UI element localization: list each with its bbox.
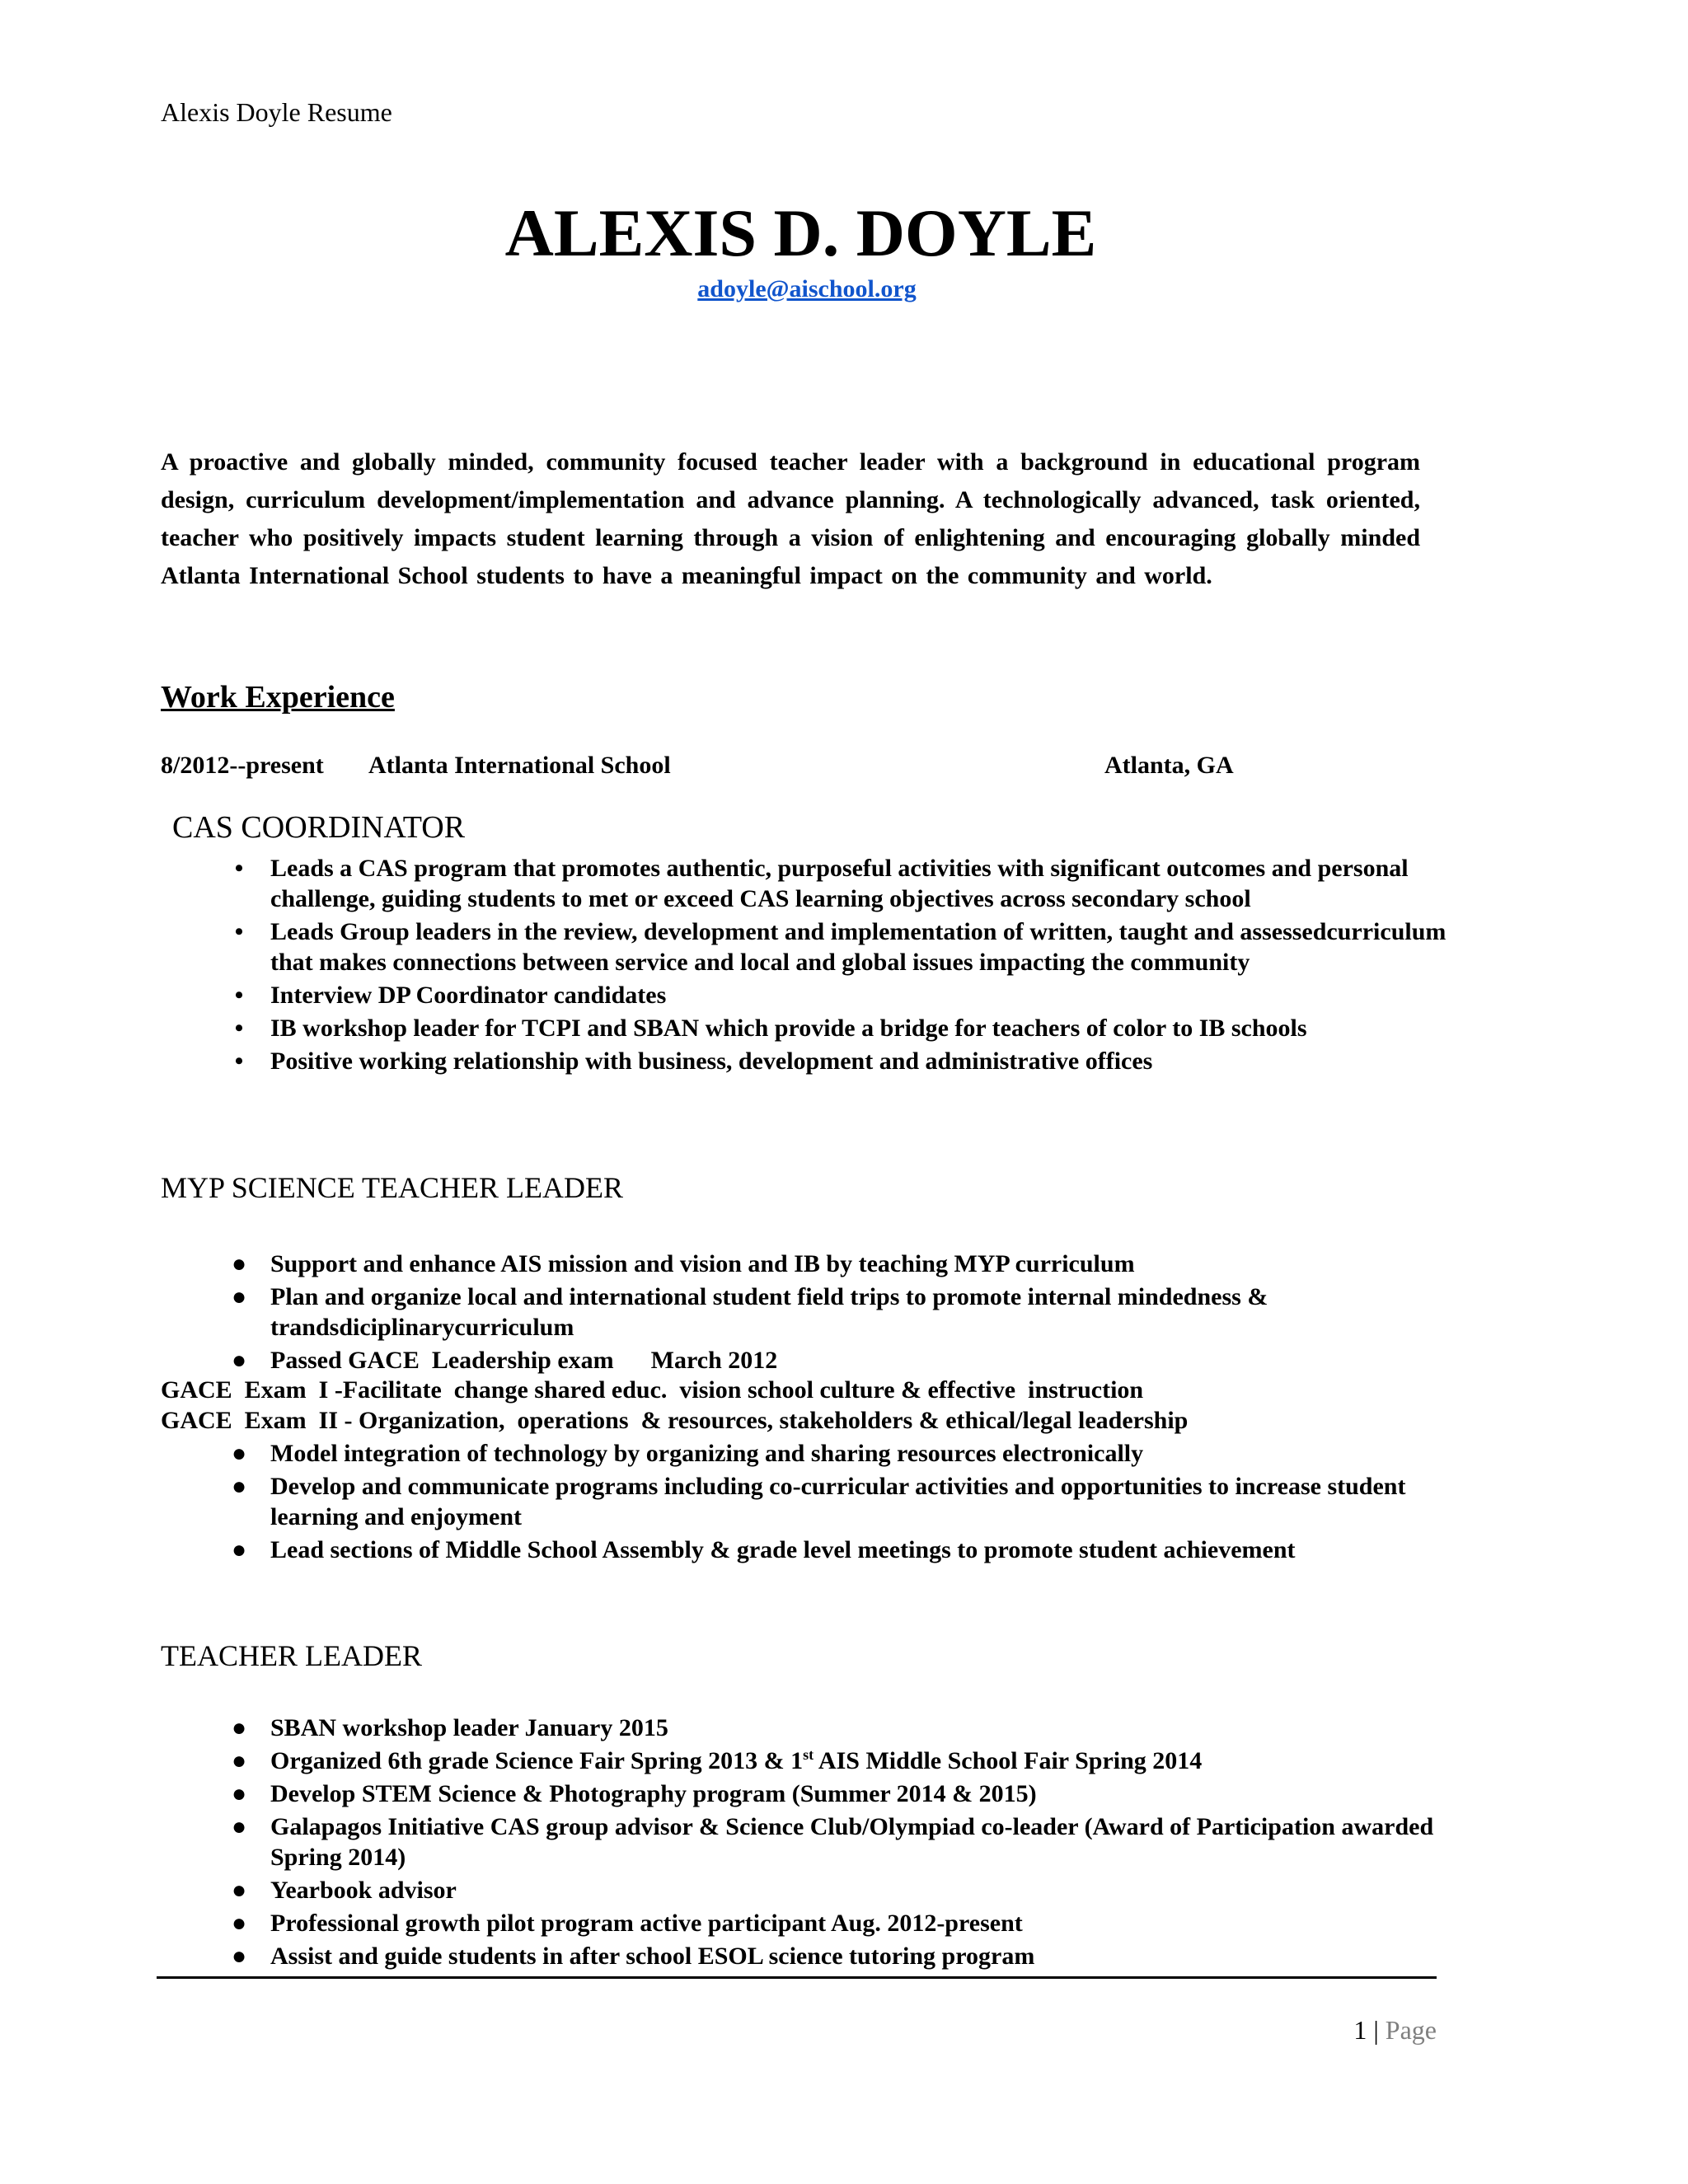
bullet-icon: • [234,855,244,882]
bullet-icon: ● [231,1877,247,1904]
bullet-icon: ● [231,1747,247,1774]
cas-duties-list [161,853,1447,1076]
bullet-icon: ● [231,1440,247,1467]
email-link[interactable]: adoyle@aischool.org [697,275,917,302]
list-item: ● Organized 6th grade Science Fair Spring 2013 & 1st AIS Middle School Fair Spring 2014 [161,1746,1447,1776]
bullet-icon: • [234,1015,244,1042]
gace-exam-2: GACE Exam II - Organization, operations & resources, stakeholders & ethical/legal leadership [161,1407,1189,1434]
footer-rule [157,1976,1437,1979]
bullet-icon: • [234,982,244,1009]
bullet-icon: • [234,1047,244,1075]
bullet-icon: ● [231,1283,247,1310]
teacher-duties-list [161,1713,1447,1971]
bullet-icon: ● [231,1943,247,1970]
myp-duties-list-b [161,1438,1447,1565]
teacher-leader-title: TEACHER LEADER [161,1639,422,1672]
list-item: ● Develop and communicate programs including co-curricular activities and opportunities to increase student learning and enjoyment [161,1471,1447,1532]
list-item: • Positive working relationship with business, development and administrative offices [161,1046,1447,1076]
list-item: • Interview DP Coordinator candidates [161,980,1447,1010]
work-experience-heading: Work Experience [161,680,395,715]
gace-exam-1: GACE Exam I -Facilitate change shared educ. vision school culture & effective instruction [161,1376,1144,1404]
list-item: ● Yearbook advisor [161,1875,1447,1905]
page-number: 1 [1353,2015,1367,2045]
page-footer [1353,2015,1437,2046]
bullet-icon: ● [231,1347,247,1374]
bullet-icon: • [234,918,244,945]
bullet-icon: ● [231,1536,247,1563]
myp-title: MYP SCIENCE TEACHER LEADER [161,1171,624,1204]
list-item: ● Model integration of technology by organizing and sharing resources electronically [161,1438,1447,1469]
list-item: ● Lead sections of Middle School Assembly & grade level meetings to promote student achievement [161,1535,1447,1565]
resume-name: ALEXIS D. DOYLE [504,195,1097,270]
ordinal-superscript: st [803,1746,814,1763]
list-item: • IB workshop leader for TCPI and SBAN which provide a bridge for teachers of color to IB schools [161,1013,1447,1043]
job-location: Atlanta, GA [1104,752,1234,779]
bullet-icon: ● [231,1780,247,1807]
bullet-icon: ● [231,1250,247,1277]
list-item: ● SBAN workshop leader January 2015 [161,1713,1447,1743]
bullet-icon: ● [231,1910,247,1937]
bullet-icon: ● [231,1714,247,1741]
summary-paragraph: A proactive and globally minded, community focused teacher leader with a background in educational program design, curriculum development/implementation and advance planning. A technologically advanced, task oriented, teacher who positively impacts student learning through a vision of enlightening and encouraging globally minded Atlanta International School students to have a meaningful impact on the community and world. [161,448,1420,589]
bullet-icon: ● [231,1473,247,1500]
job-employer: Atlanta International School [368,752,671,779]
bullet-icon: ● [231,1813,247,1840]
list-item: ● Plan and organize local and international student field trips to promote internal mindedness & trandsdiciplinarycurriculum [161,1282,1447,1343]
list-item: ● Professional growth pilot program active participant Aug. 2012-present [161,1908,1447,1938]
list-item: ● Support and enhance AIS mission and vision and IB by teaching MYP curriculum [161,1249,1447,1279]
myp-duties-list-a [161,1249,1447,1376]
job-dates: 8/2012--present [161,752,324,779]
running-header: Alexis Doyle Resume [161,97,392,127]
list-item: ● Develop STEM Science & Photography program (Summer 2014 & 2015) [161,1779,1447,1809]
list-item: • Leads Group leaders in the review, development and implementation of written, taught and assessedcurriculum that makes connections between service and local and global issues impacting the community [161,916,1447,977]
list-item: ● Assist and guide students in after school ESOL science tutoring program [161,1941,1447,1971]
list-item: • Leads a CAS program that promotes authentic, purposeful activities with significant outcomes and personal challenge, guiding students to met or exceed CAS learning objectives across secondary school [161,853,1447,914]
cas-coordinator-title: CAS COORDINATOR [172,810,466,845]
page-label: Page [1385,2015,1437,2045]
list-item: ● Passed GACE Leadership exam March 2012 [161,1345,1447,1376]
page-separator: | [1373,2015,1379,2045]
list-item: ● Galapagos Initiative CAS group advisor & Science Club/Olympiad co-leader (Award of Participation awarded Spring 2014) [161,1811,1447,1872]
